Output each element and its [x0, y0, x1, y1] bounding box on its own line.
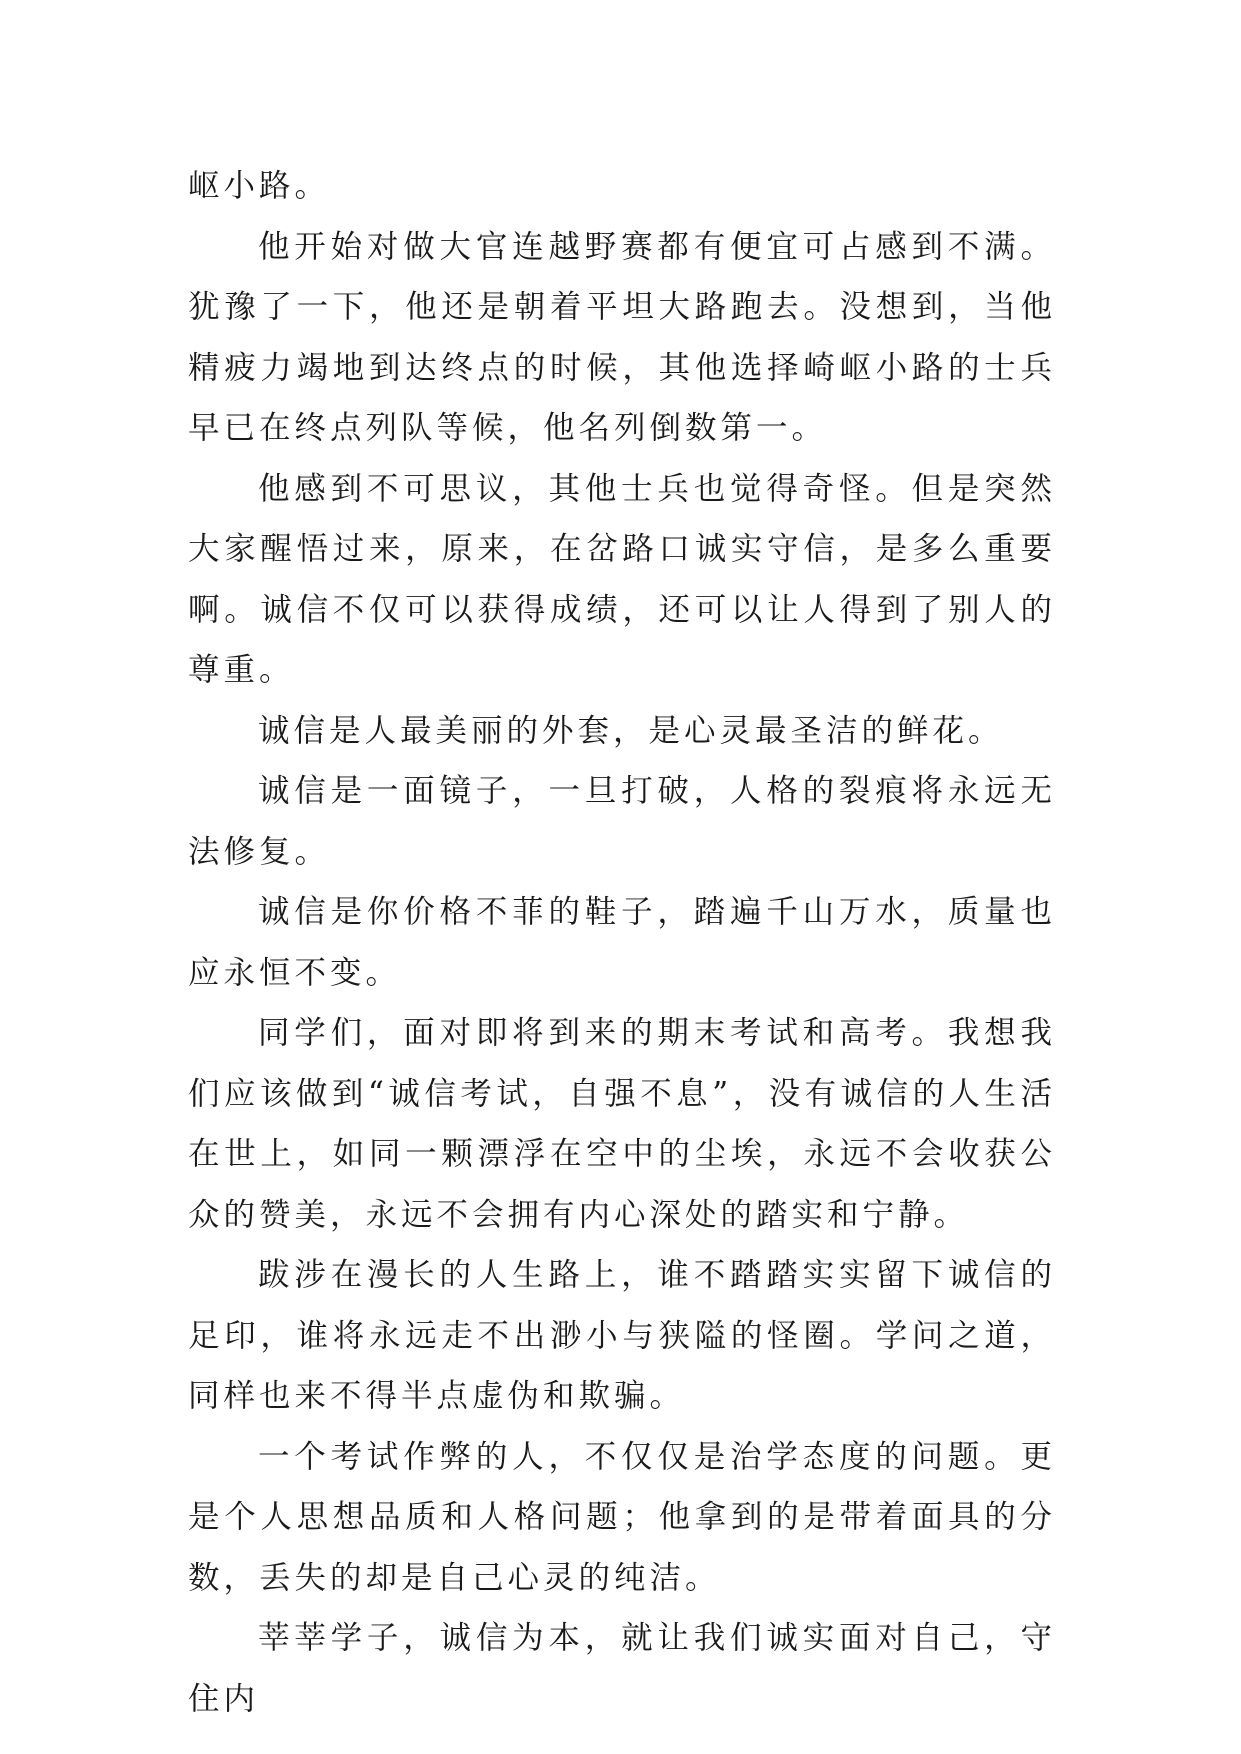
- paragraph: 他开始对做大官连越野赛都有便宜可占感到不满。犹豫了一下，他还是朝着平坦大路跑去。没想到，当他精疲力竭地到达终点的时候，其他选择崎岖小路的士兵早已在终点列队等候，他名列倒数第一。: [188, 228, 1056, 446]
- paragraph: 同学们，面对即将到来的期末考试和高考。我想我们应该做到“诚信考试，自强不息”，没有诚信的人生活在世上，如同一颗漂浮在空中的尘埃，永远不会收获公众的赞美，永远不会拥有内心深处的踏实和宁静。: [188, 1015, 1056, 1233]
- paragraph: 一个考试作弊的人，不仅仅是治学态度的问题。更是个人思想品质和人格问题；他拿到的是带着面具的分数，丢失的却是自己心灵的纯洁。: [188, 1438, 1056, 1596]
- document-body: [188, 156, 1056, 1729]
- paragraph: 莘莘学子，诚信为本，就让我们诚实面对自己，守住内: [188, 1620, 1056, 1717]
- paragraph: 诚信是人最美丽的外套，是心灵最圣洁的鲜花。: [258, 712, 1004, 749]
- paragraph: 诚信是一面镜子，一旦打破，人格的裂痕将永远无法修复。: [188, 773, 1056, 870]
- paragraph: 跋涉在漫长的人生路上，谁不踏踏实实留下诚信的足印，谁将永远走不出渺小与狭隘的怪圈。学问之道，同样也来不得半点虚伪和欺骗。: [188, 1257, 1056, 1414]
- paragraph: 他感到不可思议，其他士兵也觉得奇怪。但是突然大家醒悟过来，原来，在岔路口诚实守信，是多么重要啊。诚信不仅可以获得成绩，还可以让人得到了别人的尊重。: [188, 470, 1056, 688]
- paragraph: 岖小路。: [188, 168, 331, 204]
- paragraph: 诚信是你价格不菲的鞋子，踏遍千山万水，质量也应永恒不变。: [188, 894, 1056, 991]
